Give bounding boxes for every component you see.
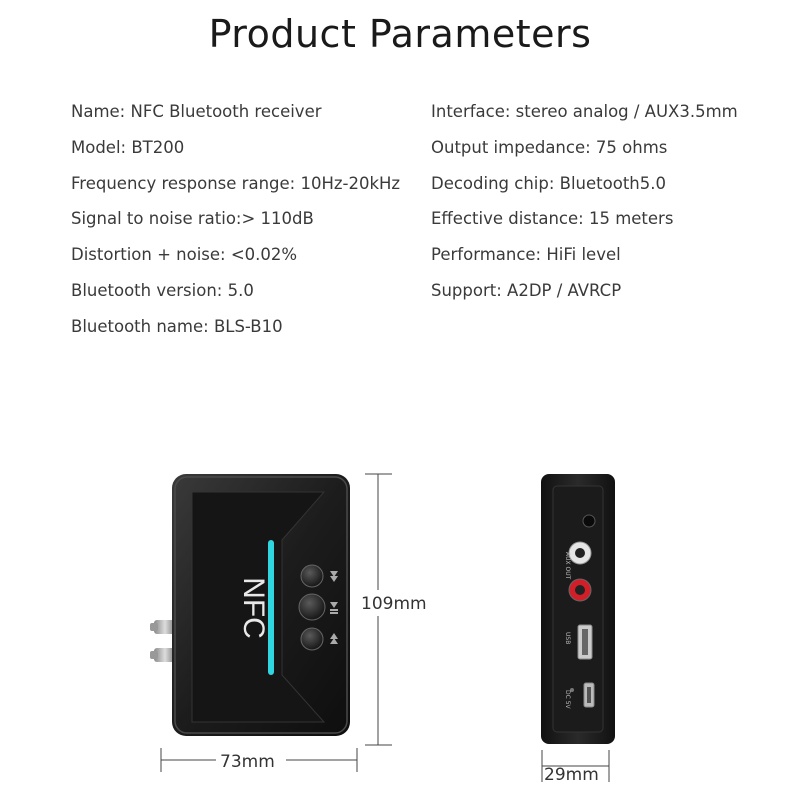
aux-jack-icon <box>583 515 595 527</box>
spec-support: Support: A2DP / AVRCP <box>431 280 622 300</box>
spec-interface: Interface: stereo analog / AUX3.5mm <box>431 102 738 121</box>
spec-bt-version: Bluetooth version: 5.0 <box>71 280 254 300</box>
width-label: 73mm <box>220 752 275 772</box>
usb-label: USB <box>564 632 571 645</box>
spec-distortion: Distortion + noise: <0.02% <box>71 245 298 265</box>
spec-bt-name: Bluetooth name: BLS-B10 <box>71 316 283 336</box>
height-label: 109mm <box>361 594 427 614</box>
spec-impedance: Output impedance: 75 ohms <box>431 137 668 157</box>
rca-red-port-icon <box>569 579 591 601</box>
nfc-logo: NFC <box>237 577 270 639</box>
spec-performance: Performance: HiFi level <box>431 245 621 265</box>
usb-port-icon <box>578 625 592 659</box>
spec-name: Name: NFC Bluetooth receiver <box>71 102 322 121</box>
spec-chip: Decoding chip: Bluetooth5.0 <box>431 173 666 193</box>
device-side-view <box>541 474 615 744</box>
depth-label: 29mm <box>544 765 599 785</box>
dc-label: DC 5V <box>564 690 571 709</box>
spec-frequency: Frequency response range: 10Hz-20kHz <box>71 173 401 193</box>
spec-distance: Effective distance: 15 meters <box>431 209 674 229</box>
spec-snr: Signal to noise ratio:> 110dB <box>71 209 314 229</box>
spec-model: Model: BT200 <box>71 137 185 157</box>
rca-white-port-icon <box>569 542 591 564</box>
page-title: Product Parameters <box>208 12 592 56</box>
device-front-view <box>150 474 350 736</box>
aux-out-label: AUX OUT <box>564 552 571 580</box>
